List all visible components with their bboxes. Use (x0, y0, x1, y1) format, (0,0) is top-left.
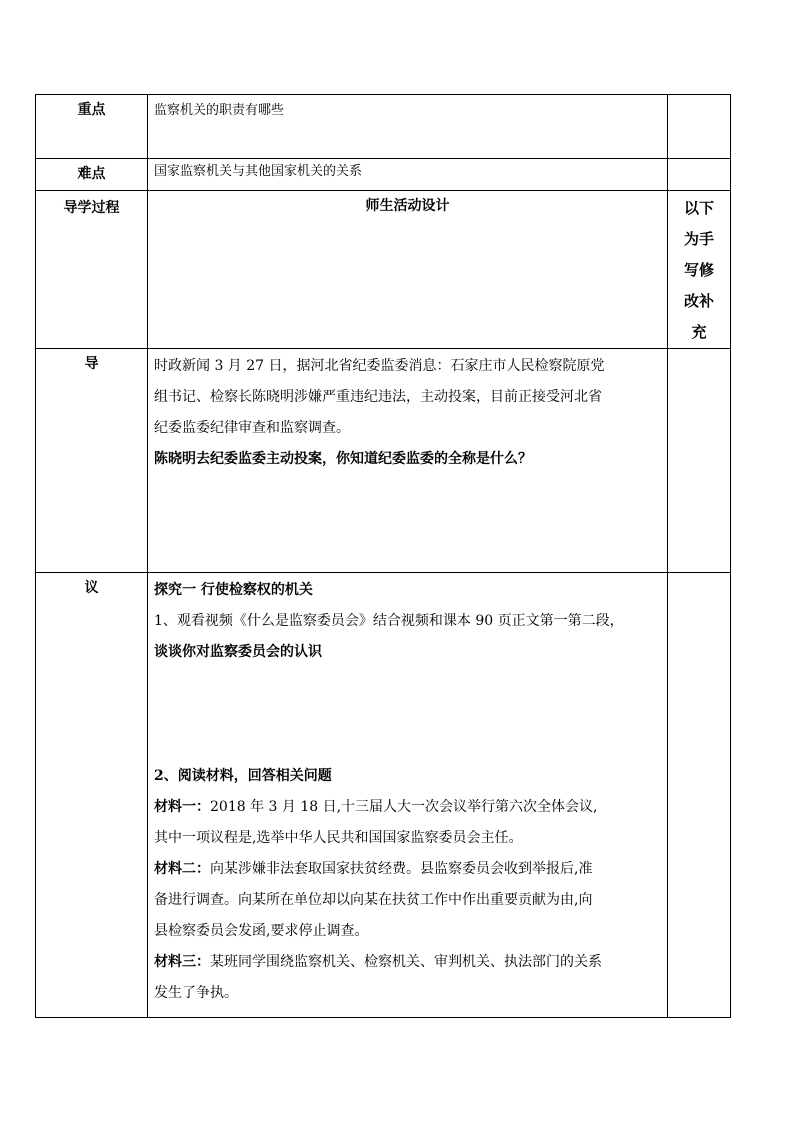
side-note-line: 以下 (683, 199, 714, 217)
process-label-text: 导学过程 (63, 200, 120, 216)
note-discuss (668, 573, 731, 1018)
row-process-header (36, 191, 731, 349)
task2-title: 2、阅读材料，回答相关问题 (154, 768, 332, 784)
key-point-text: 监察机关的职责有哪些 (154, 103, 285, 118)
label-process (36, 191, 148, 349)
handwritten-note-label (668, 191, 730, 348)
blank-line (154, 730, 661, 761)
content-process-header (148, 191, 668, 349)
material1-label: 材料一： (154, 799, 210, 815)
material2-line (154, 854, 661, 885)
content-discuss (148, 573, 668, 1018)
material3-text: 某班同学围绕监察机关、检察机关、审判机关、执法部门的关系 (210, 954, 602, 970)
label-difficult-point: 难点 (36, 159, 148, 191)
guide-line: 时政新闻 3 月 27 日，据河北省纪委监委消息：石家庄市人民检察院原党 (154, 358, 605, 374)
material3-line: 发生了争执。 (154, 985, 238, 1001)
row-discuss (36, 573, 731, 1018)
material2-line: 备进行调查。向某所在单位却以向某在扶贫工作中作出重要贡献为由,向 (154, 892, 593, 908)
guide-question: 陈晓明去纪委监委主动投案，你知道纪委监委的全称是什么？ (154, 451, 532, 467)
discuss-text (148, 573, 667, 1011)
activity-design-title: 师生活动设计 (365, 198, 450, 214)
note-guide (668, 349, 731, 573)
material1-line: 其中一项议程是,选举中华人民共和国国家监察委员会主任。 (154, 830, 523, 846)
label-discuss: 议 (36, 573, 148, 1018)
material1-text: 2018 年 3 月 18 日,十三届人大一次会议举行第六次全体会议, (210, 799, 598, 815)
material2-label: 材料二： (154, 861, 210, 877)
content-guide (148, 349, 668, 573)
row-key-point (36, 95, 731, 159)
row-guide (36, 349, 731, 573)
difficult-point-text: 国家监察机关与其他国家机关的关系 (154, 164, 363, 179)
label-key-point: 重点 (36, 95, 148, 159)
content-difficult-point (148, 159, 668, 191)
blank-line (154, 668, 661, 699)
content-key-point (148, 95, 668, 159)
note-difficult-point (668, 159, 731, 191)
side-note-line: 为手 (683, 230, 714, 248)
material2-text: 向某涉嫌非法套取国家扶贫经费。县监察委员会收到举报后,准 (210, 861, 593, 877)
label-guide: 导 (36, 349, 148, 573)
material1-line (154, 792, 661, 823)
side-note-cell (668, 191, 731, 349)
guide-news-text (148, 349, 667, 477)
guide-line: 组书记、检察长陈晓明涉嫌严重违纪违法，主动投案，目前正接受河北省 (154, 389, 602, 405)
material3-line (154, 947, 661, 978)
explore-title: 探究一 行使检察权的机关 (154, 582, 313, 598)
side-note-line: 充 (691, 323, 707, 341)
side-note-line: 写修 (683, 261, 714, 279)
blank-line (154, 699, 661, 730)
row-difficult-point (36, 159, 731, 191)
task1-line: 谈谈你对监察委员会的认识 (154, 644, 322, 660)
guide-line: 纪委监委纪律审查和监察调查。 (154, 420, 350, 436)
note-key-point (668, 95, 731, 159)
lesson-plan-table (35, 94, 731, 1018)
side-note-line: 改补 (683, 292, 714, 310)
material3-label: 材料三： (154, 954, 210, 970)
material2-line: 县检察委员会发函,要求停止调查。 (154, 923, 369, 939)
task1-line: 1、观看视频《什么是监察委员会》结合视频和课本 90 页正文第一第二段， (154, 613, 624, 629)
